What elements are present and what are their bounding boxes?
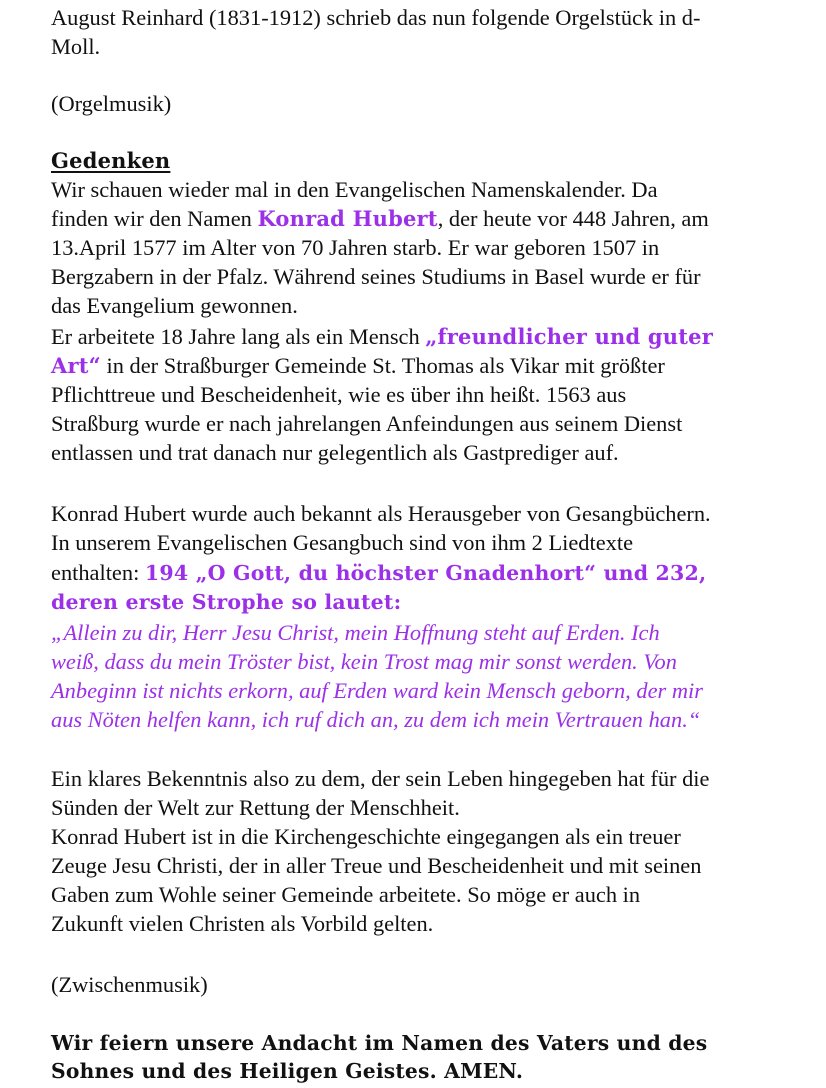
hymn-line-2: weiß, dass du mein Tröster bist, kein Trost mag mir sonst werden. Von (51, 649, 677, 674)
paragraph-2-line-4: Straßburg wurde er nach jahrelangen Anfeindungen aus seinem Dienst (51, 411, 683, 436)
paragraph-1-line-1: Wir schauen wieder mal in den Evangelischen Namenskalender. Da (51, 177, 658, 202)
text-span: enthalten: (51, 560, 145, 585)
paragraph-2-line-2 (51, 351, 665, 380)
text-span: , der heute vor 448 Jahren, am (437, 206, 709, 231)
section-heading: Gedenken (51, 148, 171, 173)
paragraph-3-line-4: deren erste Strophe so lautet: (51, 590, 402, 614)
paragraph-4-line-5: Gaben zum Wohle seiner Gemeinde arbeitete. So möge er auch in (51, 882, 641, 907)
paragraph-2-line-1 (51, 322, 713, 351)
paragraph-3-line-1: Konrad Hubert wurde auch bekannt als Herausgeber von Gesangbüchern. (51, 501, 711, 526)
text-span: finden wir den Namen (51, 206, 258, 231)
paragraph-4-line-3: Konrad Hubert ist in die Kirchengeschichte eingegangen als ein treuer (51, 824, 681, 849)
closing-line-1: Wir feiern unsere Andacht im Namen des Vaters und des (51, 1031, 708, 1055)
paragraph-1-line-2 (51, 204, 709, 233)
hymn-line-3: Anbeginn ist nichts erkorn, auf Erden ward kein Mensch geborn, der mir (51, 678, 703, 703)
paragraph-4-line-4: Zeuge Jesu Christi, der in aller Treue und Bescheidenheit und mit seinen (51, 853, 702, 878)
paragraph-4-line-6: Zukunft vielen Christen als Vorbild gelten. (51, 911, 434, 936)
hymn-line-4: aus Nöten helfen kann, ich ruf dich an, zu dem ich mein Vertrauen han.“ (51, 707, 701, 732)
paragraph-4-line-1: Ein klares Bekenntnis also zu dem, der sein Leben hingegeben hat für die (51, 766, 710, 791)
hymn-reference: 194 „O Gott, du höchster Gnadenhort“ und 232, (144, 561, 707, 585)
paragraph-1-line-5: das Evangelium gewonnen. (51, 293, 298, 318)
paragraph-1-line-4: Bergzabern in der Pfalz. Während seines Studiums in Basel wurde er für (51, 264, 701, 289)
paragraph-2-line-3: Pflichttreue und Bescheidenheit, wie es über ihn heißt. 1563 aus (51, 382, 627, 407)
hymn-line-1: „Allein zu dir, Herr Jesu Christ, mein Hoffnung steht auf Erden. Ich (51, 620, 660, 645)
quote-highlight-end: Art“ (51, 353, 101, 378)
name-highlight: Konrad Hubert (257, 206, 438, 231)
paragraph-3-line-2: In unserem Evangelischen Gesangbuch sind von ihm 2 Liedtexte (51, 530, 634, 555)
quote-highlight: „freundlicher und guter (425, 324, 713, 349)
text-span: in der Straßburger Gemeinde St. Thomas als Vikar mit größter (100, 353, 665, 378)
organ-music-note: (Orgelmusik) (51, 91, 172, 116)
paragraph-1-line-3: 13.April 1577 im Alter von 70 Jahren starb. Er war geboren 1507 in (51, 235, 660, 260)
paragraph-3-line-3 (51, 558, 706, 588)
interlude-music-note: (Zwischenmusik) (51, 972, 208, 997)
paragraph-4-line-2: Sünden der Welt zur Rettung der Menschheit. (51, 795, 460, 820)
text-span: Er arbeitete 18 Jahre lang als ein Mensch (51, 324, 426, 349)
closing-line-2: Sohnes und des Heiligen Geistes. AMEN. (51, 1059, 524, 1083)
paragraph-2-line-5: entlassen und trat danach nur gelegentlich als Gastprediger auf. (51, 440, 619, 465)
intro-line-2: Moll. (51, 34, 101, 59)
intro-line-1: August Reinhard (1831-1912) schrieb das nun folgende Orgelstück in d- (51, 5, 701, 30)
